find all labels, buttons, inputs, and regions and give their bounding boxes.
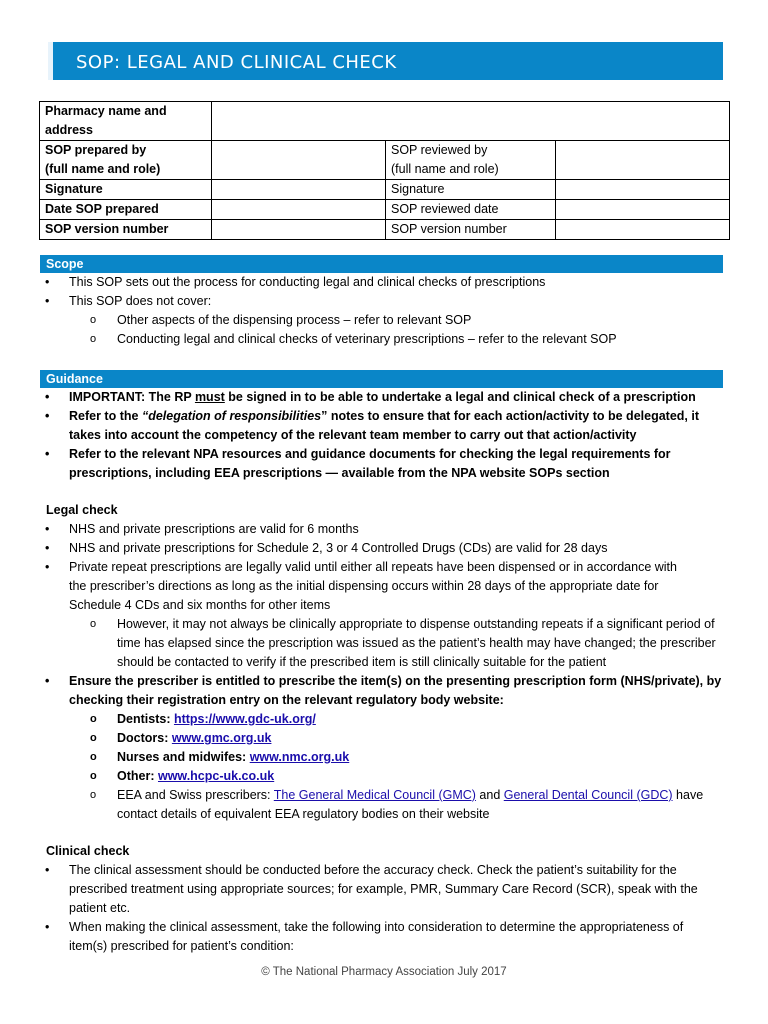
sub-list-item: o Dentists: https://www.gdc-uk.org/ <box>40 710 730 729</box>
reviewer-signature-label: Signature <box>386 180 556 200</box>
reviewed-by-label: SOP reviewed by (full name and role) <box>386 141 556 180</box>
gmc-eea-link[interactable]: The General Medical Council (GMC) <box>273 788 476 802</box>
nmc-link[interactable]: www.nmc.org.uk <box>249 750 350 764</box>
date-prepared-label: Date SOP prepared <box>40 200 212 220</box>
list-item: • Refer to the “delegation of responsibilities” notes to ensure that for each action/activity to be delegated, it takes into account the competency of the relevant team member to carry out that action/activity <box>40 407 730 445</box>
gmc-link[interactable]: www.gmc.org.uk <box>171 731 272 745</box>
legal-check-section <box>40 501 730 824</box>
list-item: • This SOP sets out the process for conducting legal and clinical checks of prescriptions <box>40 273 730 292</box>
sub-list-item: o Doctors: www.gmc.org.uk <box>40 729 730 748</box>
hcpc-link[interactable]: www.hcpc-uk.co.uk <box>157 769 275 783</box>
reviewed-version-label: SOP version number <box>386 220 556 240</box>
reviewed-version-field[interactable] <box>556 220 730 240</box>
page-title: SOP: LEGAL AND CLINICAL CHECK <box>76 52 397 73</box>
reviewed-date-field[interactable] <box>556 200 730 220</box>
pharmacy-name-field[interactable] <box>212 102 730 141</box>
list-item: • This SOP does not cover: <box>40 292 730 311</box>
reviewed-date-label: SOP reviewed date <box>386 200 556 220</box>
scope-heading: Scope <box>40 255 723 273</box>
prepared-by-label: SOP prepared by (full name and role) <box>40 141 212 180</box>
signature-label: Signature <box>40 180 212 200</box>
signature-field[interactable] <box>212 180 386 200</box>
sub-list-item: o Other: www.hcpc-uk.co.uk <box>40 767 730 786</box>
list-item: • NHS and private prescriptions for Schedule 2, 3 or 4 Controlled Drugs (CDs) are valid for 28 days <box>40 539 730 558</box>
list-item: • Private repeat prescriptions are legally valid until either all repeats have been dispensed or in accordance with the prescriber’s directions as long as the initial dispensing occurs within 28 days of the appropriate date for Schedule 4 CDs and six months for other items <box>40 558 730 615</box>
list-item: • The clinical assessment should be conducted before the accuracy check. Check the patient’s suitability for the prescribed treatment using appropriate sources; for example, PMR, Summary Care Record (SCR), speak with the patient etc. <box>40 861 730 918</box>
list-item: • NHS and private prescriptions are valid for 6 months <box>40 520 730 539</box>
table-row <box>40 200 730 220</box>
list-item: • IMPORTANT: The RP must be signed in to be able to undertake a legal and clinical check of a prescription <box>40 388 730 407</box>
sub-list-item: o However, it may not always be clinically appropriate to dispense outstanding repeats if a significant period of time has elapsed since the prescription was issued as the patient’s health may have changed; the prescriber should be contacted to verify if the prescribed item is still clinically suitable for the patient <box>40 615 730 672</box>
table-row <box>40 180 730 200</box>
reviewed-by-field[interactable] <box>556 141 730 180</box>
gdc-link[interactable]: https://www.gdc-uk.org/ <box>173 712 316 726</box>
table-row <box>40 102 730 141</box>
date-prepared-field[interactable] <box>212 200 386 220</box>
list-item: • Refer to the relevant NPA resources and guidance documents for checking the legal requirements for prescriptions, including EEA prescriptions — available from the NPA website SOPs section <box>40 445 730 483</box>
page-title-banner <box>48 42 723 80</box>
guidance-section <box>40 388 730 483</box>
sub-list-item: o Conducting legal and clinical checks of veterinary prescriptions – refer to the relevant SOP <box>40 330 730 349</box>
gdc-eea-link[interactable]: General Dental Council (GDC) <box>503 788 673 802</box>
table-row <box>40 141 730 180</box>
scope-section <box>40 273 730 349</box>
reviewer-signature-field[interactable] <box>556 180 730 200</box>
list-item: • Ensure the prescriber is entitled to prescribe the item(s) on the presenting prescription form (NHS/private), by checking their registration entry on the relevant regulatory body website: <box>40 672 730 710</box>
version-field[interactable] <box>212 220 386 240</box>
prepared-by-field[interactable] <box>212 141 386 180</box>
sub-list-item: o Nurses and midwifes: www.nmc.org.uk <box>40 748 730 767</box>
list-item: • When making the clinical assessment, take the following into consideration to determine the appropriateness of item(s) prescribed for patient’s condition: <box>40 918 730 956</box>
version-label: SOP version number <box>40 220 212 240</box>
footer-copyright: © The National Pharmacy Association July 2017 <box>261 966 507 978</box>
sub-list-item: o EEA and Swiss prescribers: The General Medical Council (GMC) and General Dental Council (GDC) have contact details of equivalent EEA regulatory bodies on their website <box>40 786 730 824</box>
table-row <box>40 220 730 240</box>
sub-list-item: o Other aspects of the dispensing process – refer to relevant SOP <box>40 311 730 330</box>
legal-check-heading: Legal check <box>46 503 118 517</box>
pharmacy-name-label: Pharmacy name and address <box>40 102 212 141</box>
sop-details-table <box>39 101 730 240</box>
guidance-heading: Guidance <box>40 370 723 388</box>
clinical-check-heading: Clinical check <box>46 844 130 858</box>
clinical-check-section <box>40 842 730 956</box>
